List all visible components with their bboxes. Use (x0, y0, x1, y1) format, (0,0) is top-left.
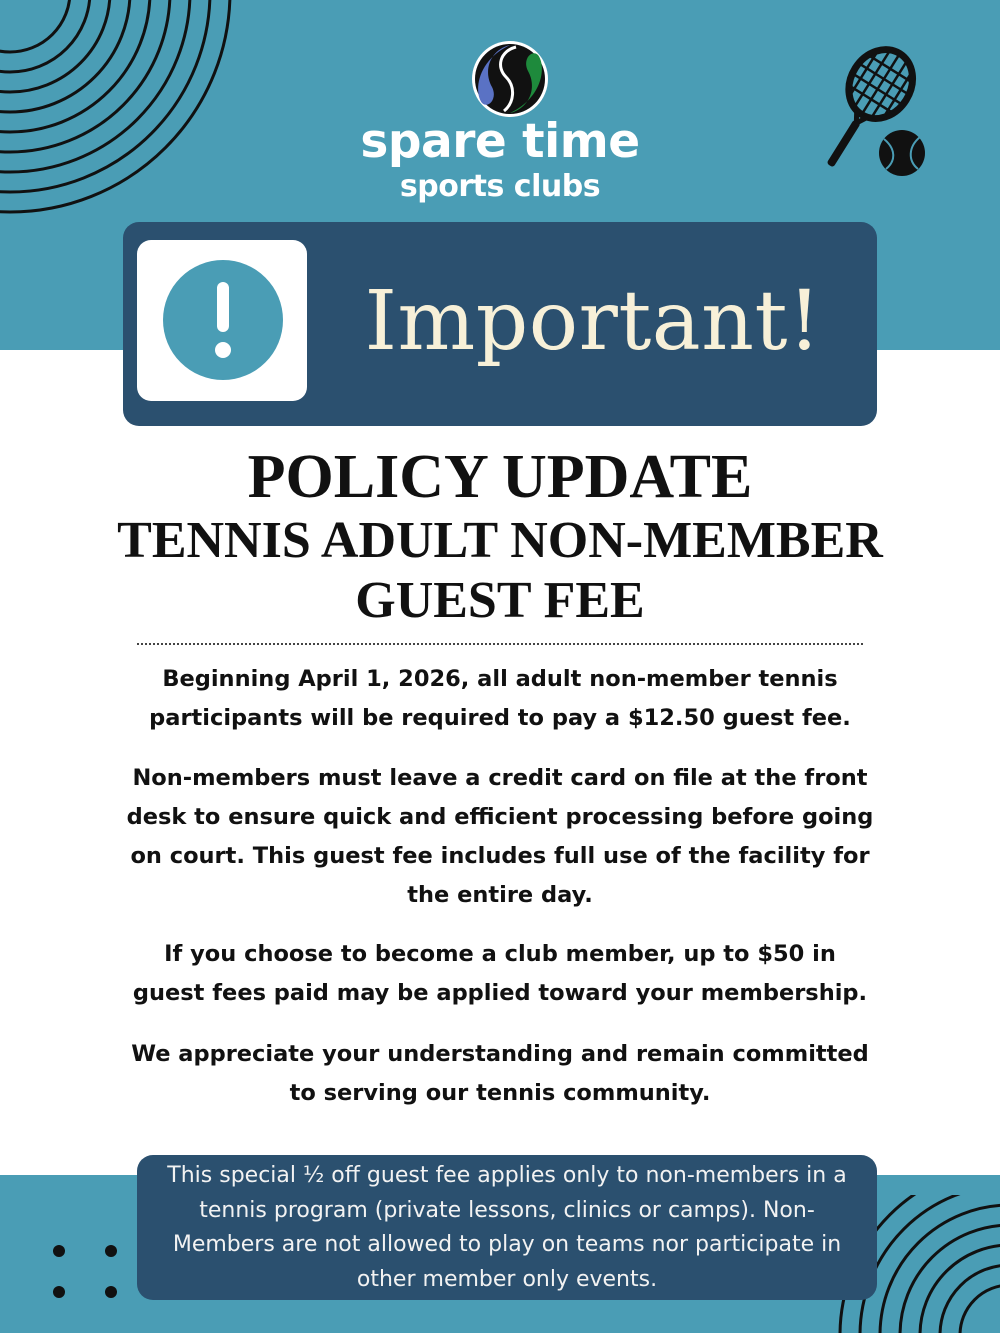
headline-line-3: GUEST FEE (355, 572, 645, 629)
paragraph-line: guest fees paid may be applied toward your membership. (132, 980, 868, 1006)
note-line: This special ½ off guest fee applies only to non-members in a (167, 1163, 847, 1188)
brand-name: spare time (360, 114, 640, 169)
paragraph-line: to serving our tennis community. (289, 1080, 711, 1106)
paragraph-line: desk to ensure quick and efficient processing before going (126, 804, 874, 830)
paragraph-appreciation (70, 1035, 930, 1113)
dotted-divider (137, 643, 863, 645)
dot-grid-decoration (45, 1238, 125, 1308)
paragraph-credit-card (70, 759, 930, 915)
note-line: tennis program (private lessons, clinics or camps). Non- (199, 1197, 815, 1223)
special-note-text (145, 1159, 869, 1297)
note-line: Members are not allowed to play on teams nor participate in (172, 1232, 842, 1257)
paragraph-line: We appreciate your understanding and remain committed (131, 1041, 869, 1067)
swoosh-logo-icon (470, 39, 550, 119)
paragraph-line: Beginning April 1, 2026, all adult non-member tennis (162, 666, 838, 692)
paragraph-membership-credit (70, 935, 930, 1013)
paragraph-line: If you choose to become a club member, up to $50 in (164, 941, 836, 967)
paragraph-line: Non-members must leave a credit card on file at the front (132, 765, 868, 791)
exclamation-circle-icon (163, 260, 283, 380)
special-note-box (137, 1155, 877, 1300)
brand-subtitle: sports clubs (399, 169, 601, 204)
paragraph-line: participants will be required to pay a $12.50 guest fee. (149, 705, 851, 731)
important-banner (123, 222, 877, 426)
alert-tile (137, 240, 307, 401)
headline-line-2: TENNIS ADULT NON-MEMBER (117, 512, 883, 569)
paragraph-line: the entire day. (407, 882, 593, 908)
important-title: Important! (364, 274, 822, 369)
note-line: other member only events. (356, 1266, 658, 1292)
paragraph-effective-date (70, 660, 930, 738)
headline-policy-update: POLICY UPDATE (247, 443, 753, 511)
tennis-racket-ball-icon (822, 45, 932, 185)
paragraph-line: on court. This guest fee includes full use of the facility for (130, 843, 870, 869)
